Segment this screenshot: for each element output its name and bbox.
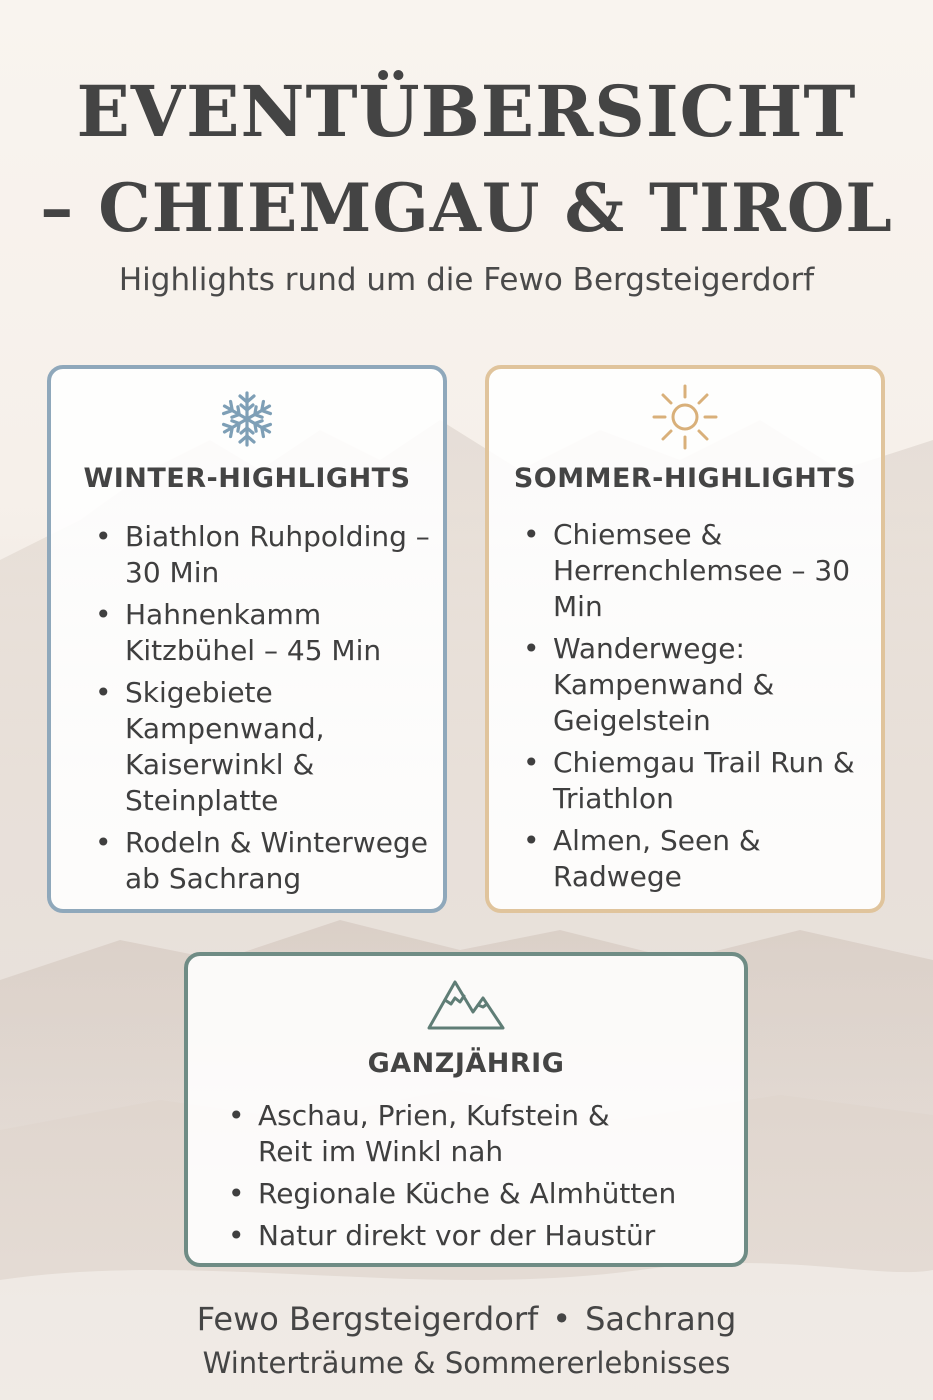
winter-highlights-card	[47, 365, 447, 913]
list-item-text: Hahnenkamm Kitzbühel – 45 Min	[125, 598, 382, 667]
summer-heading: SOMMER-HIGHLIGHTS	[513, 463, 857, 494]
list-item: • Rodeln & Winterwege ab Sachrang	[95, 826, 428, 895]
list-item-text: Natur direkt vor der Haustür	[258, 1219, 656, 1252]
page-title-line-1: EVENTÜBERSICHT	[76, 70, 857, 153]
yearround-list	[228, 1098, 728, 1260]
footer-location	[0, 1300, 933, 1338]
list-item-text: Chiemsee & Herrenchlemsee – 30 Min	[553, 518, 851, 623]
summer-list	[523, 517, 873, 901]
list-item-text: Biathlon Ruhpolding – 30 Min	[125, 520, 430, 589]
snowflake-icon	[219, 389, 275, 449]
list-item: • Aschau, Prien, Kufstein & Reit im Winkl nah	[228, 1098, 728, 1170]
footer-tagline: Winterträume & Sommererlebnisses	[202, 1346, 731, 1380]
list-item-text: Aschau, Prien, Kufstein & Reit im Winkl nah	[258, 1099, 610, 1168]
list-item-text: Rodeln & Winterwege ab Sachrang	[125, 826, 428, 895]
winter-heading: WINTER-HIGHLIGHTS	[83, 463, 411, 494]
list-item-text: Almen, Seen & Radwege	[553, 824, 761, 893]
list-item: • Chiemgau Trail Run & Triathlon	[523, 746, 855, 815]
list-item: • Hahnenkamm Kitzbühel – 45 Min	[95, 598, 382, 667]
list-item: • Almen, Seen & Radwege	[523, 824, 761, 893]
yearround-heading: GANZJÄHRIG	[367, 1048, 565, 1079]
mountain-icon	[425, 976, 507, 1032]
list-item: • Regionale Küche & Almhütten	[228, 1177, 677, 1210]
list-item: • Wanderwege: Kampenwand & Geigelstein	[523, 632, 775, 737]
list-item: • Natur direkt vor der Haustür	[228, 1219, 656, 1252]
list-item-text: Skigebiete Kampenwand, Kaiserwinkl & Steinplatte	[125, 676, 325, 817]
footer-separator: •	[552, 1300, 572, 1338]
list-item-text: Regionale Küche & Almhütten	[258, 1177, 677, 1210]
list-item: • Chiemsee & Herrenchlemsee – 30 Min	[523, 518, 851, 623]
page-subtitle: Highlights rund um die Fewo Bergsteigerdorf	[118, 262, 815, 298]
page-title-line-2: – CHIEMGAU & TIROL	[40, 169, 893, 247]
list-item-text: Wanderwege: Kampenwand & Geigelstein	[553, 632, 775, 737]
footer-name: Fewo Bergsteigerdorf	[196, 1300, 539, 1338]
list-item-text: Chiemgau Trail Run & Triathlon	[553, 746, 855, 815]
list-item: • Skigebiete Kampenwand, Kaiserwinkl & Steinplatte	[95, 676, 325, 817]
yearround-card	[184, 952, 748, 1267]
footer-place: Sachrang	[585, 1300, 737, 1338]
list-item: • Biathlon Ruhpolding – 30 Min	[95, 520, 430, 589]
sun-icon	[650, 381, 720, 453]
winter-list	[95, 519, 435, 903]
summer-highlights-card	[485, 365, 885, 913]
